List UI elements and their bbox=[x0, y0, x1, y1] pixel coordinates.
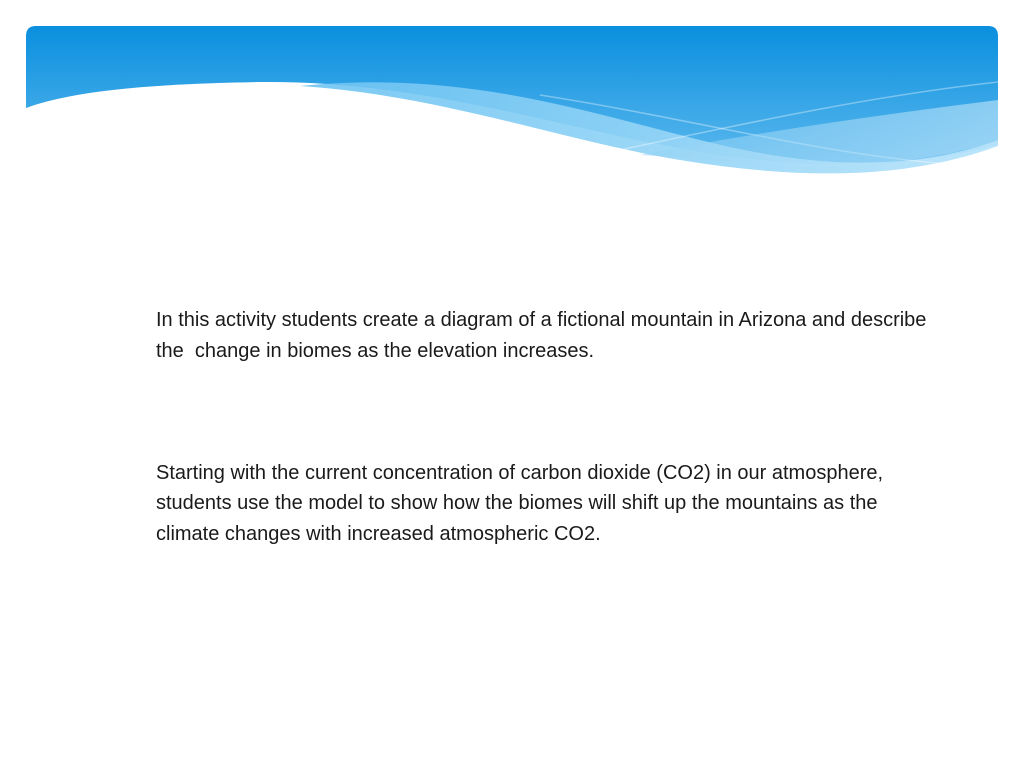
header-wave-decoration bbox=[0, 0, 1024, 190]
paragraph-activity-description: In this activity students create a diagram of a fictional mountain in Arizona and describe the change in biomes as the elevation increases. bbox=[156, 309, 932, 362]
paragraph-co2-model: Starting with the current concentration of carbon dioxide (CO2) in our atmosphere, students use the model to show how the biomes will shift up the mountains as the climate changes with increased atmospheric CO2. bbox=[156, 461, 889, 545]
slide-body bbox=[156, 244, 936, 610]
